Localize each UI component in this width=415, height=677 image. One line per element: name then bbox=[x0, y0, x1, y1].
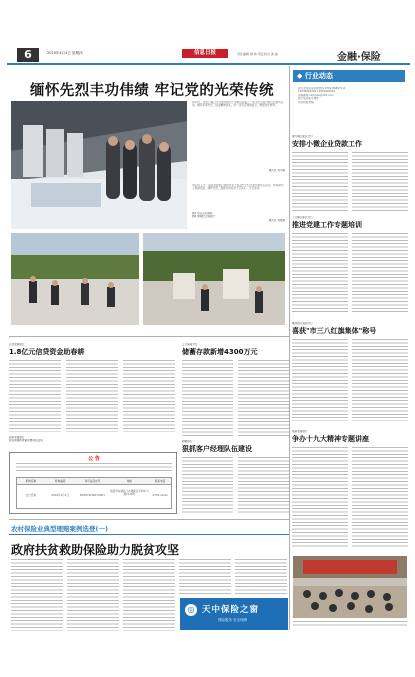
article-org: 工行赣江新区分行 bbox=[292, 216, 313, 219]
series-line: 农村保险业典型理赔案例选登(一) bbox=[11, 525, 108, 533]
date-line: 2019年4月4日 星期四 bbox=[47, 51, 83, 55]
table-row: 支行名称 2019年1月1日 B0367S2361T0001 南昌市东湖区红谷滩新区丰和中大道1118号 0791-xxxxx bbox=[16, 485, 172, 509]
col-license: 许可证流水号 bbox=[84, 480, 101, 483]
col-name: 机构名称 bbox=[25, 480, 37, 483]
ad-subtitle: 保险服务 安全保障 bbox=[218, 618, 248, 622]
sidebar-photo-caption bbox=[293, 621, 407, 629]
ad-emblem-icon: ◎ bbox=[185, 604, 197, 616]
sidebar-article-1 bbox=[292, 135, 408, 215]
article-new-media bbox=[9, 436, 177, 446]
section-title: 金融·保险 bbox=[337, 52, 381, 63]
col-address: 地址 bbox=[126, 480, 132, 483]
article-org: 新余农商银行 bbox=[9, 436, 25, 439]
article-org: 江西农商银行 bbox=[9, 343, 25, 346]
col-phone: 联系电话 bbox=[155, 480, 166, 483]
article-title: 安排小微企业贷款工作 bbox=[292, 140, 362, 149]
article-team-building bbox=[182, 440, 290, 518]
article-title: 争办十九大精神专题讲座 bbox=[292, 435, 369, 444]
bottom-headline: 政府扶贫救助保险助力脱贫攻坚 bbox=[11, 543, 180, 557]
contact-block: 银行业保险业新闻热线 0791-86847111 13645693216 13970695016 投稿邮箱 xxrbjrbs@163.com 银行保险版专题部 欢迎积极来稿 bbox=[298, 87, 346, 104]
section-divider bbox=[9, 336, 289, 337]
article-org: 南昌农商银行 bbox=[292, 430, 308, 433]
series-rule bbox=[9, 534, 289, 535]
sidebar-article-3 bbox=[292, 322, 408, 424]
notice-box bbox=[9, 452, 177, 514]
article-org: 新疆银行 bbox=[182, 440, 193, 443]
article-savings bbox=[182, 343, 290, 437]
notice-table bbox=[16, 477, 172, 511]
editor-line: 责任编辑 姚 林 责任校对 美 编 bbox=[237, 52, 278, 56]
article-title: 推进党建工作专题培训 bbox=[292, 221, 362, 230]
article-org: 赣州银行南昌分行 bbox=[292, 322, 313, 325]
page-number: 6 bbox=[17, 48, 39, 62]
article-spring-loans bbox=[9, 343, 177, 433]
article-title: 1.8亿元信贷资金助春耕 bbox=[9, 348, 85, 357]
article-title: 喜获"市三八红旗集体"称号 bbox=[292, 327, 377, 336]
header-rule bbox=[7, 63, 410, 65]
lead-photo-right bbox=[143, 233, 285, 325]
col-code: 机构编码 bbox=[54, 480, 66, 483]
sidebar-article-2 bbox=[292, 216, 408, 316]
masthead: 信息日报 bbox=[182, 49, 228, 58]
article-org: 工行南昌分行 bbox=[182, 343, 198, 346]
article-title: 报名新媒体营销竞赛项目活动 bbox=[9, 439, 43, 443]
article-title: 狠抓客户经理队伍建设 bbox=[182, 445, 252, 454]
page-header bbox=[7, 44, 410, 66]
notice-title: 公 告 bbox=[88, 456, 100, 462]
diamond-icon: ◆ bbox=[297, 72, 303, 80]
sidebar-photo bbox=[293, 556, 407, 618]
industry-news-panel bbox=[290, 66, 408, 134]
lead-headline: 缅怀先烈丰功伟绩 牢记党的光荣传统 bbox=[30, 83, 274, 99]
column-divider bbox=[289, 66, 290, 630]
article-title: 储蓄存款新增4300万元 bbox=[182, 348, 258, 357]
lead-photo-large bbox=[11, 101, 187, 229]
insurance-window-ad bbox=[180, 598, 288, 630]
bottom-divider bbox=[9, 519, 289, 520]
article-org: 建行赣江新区分行 bbox=[292, 135, 313, 138]
sidebar-article-4 bbox=[292, 430, 408, 552]
lead-caption-2: 4月2日上午，南昌农商银行组织党员干部赴烈士纪念堂开展祭扫活动，向革命烈士敬献花篮，缅怀先烈，激励全体党员不忘初心、牢记使命。 图1 祭扫活动现场 图2 参观纪念馆展厅 通讯员 刘桂摄 bbox=[192, 184, 285, 222]
ad-title: 天中保险之窗 bbox=[202, 605, 260, 615]
industry-news-header bbox=[293, 70, 405, 82]
industry-news-title: 行业动态 bbox=[304, 72, 333, 80]
lead-caption-1: 4月2日，农发行赣江分行组织党员干部前往南昌八一起义纪念馆开展红色教育活动，缅怀革命先烈，接受精神洗礼，进一步坚定理想信念，增强党性修养。 通讯员 刘平摄 bbox=[192, 101, 285, 172]
lead-photo-left bbox=[11, 233, 139, 325]
